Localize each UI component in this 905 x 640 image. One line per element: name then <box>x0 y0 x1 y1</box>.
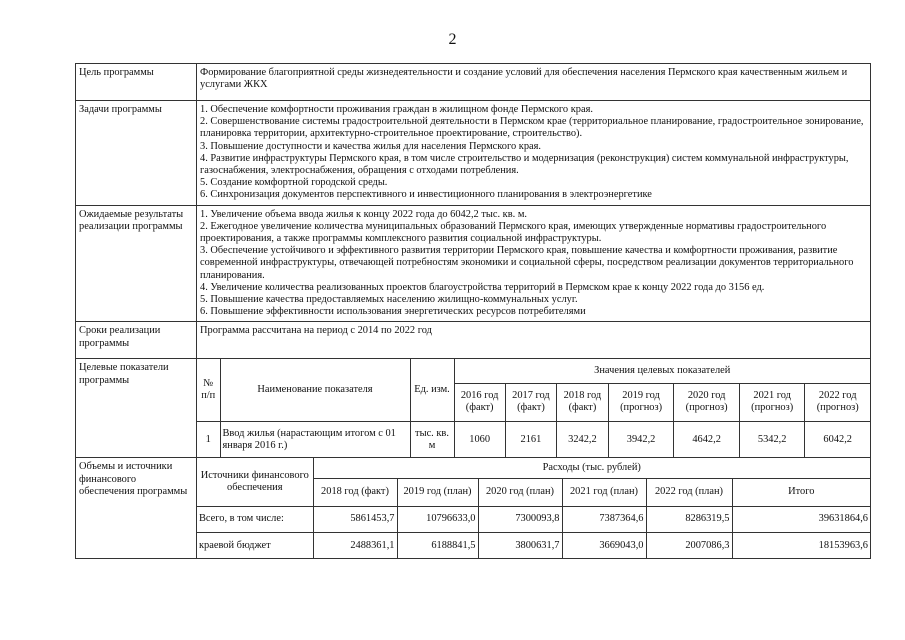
financing-row <box>76 458 871 559</box>
financing-value: 3669043,0 <box>562 532 646 558</box>
year-header: 2016 год (факт) <box>454 383 505 421</box>
terms-label: Сроки реализации программы <box>76 322 197 359</box>
year-header: 2020 год (прогноз) <box>674 383 740 421</box>
year-header: 2022 год (прогноз) <box>805 383 870 421</box>
year-header: 2018 год (факт) <box>557 383 609 421</box>
financing-value: 5861453,7 <box>313 506 397 532</box>
result-item: 2. Ежегодное увеличение количества муниципальных образований Пермского края, имеющих утвержденные нормативы градостроительного проектирования, а также программы комплексного развития социальной инфраструктуры. <box>200 220 827 245</box>
financing-value: 7387364,6 <box>562 506 646 532</box>
financing-value: 2488361,1 <box>313 532 397 558</box>
task-item: 4. Развитие инфраструктуры Пермского края, в том числе строительство и модернизация (реконструкция) систем коммунальной инфраструктуры, газоснабжения, электроснабжения, обращения с отходами потребления. <box>200 152 849 177</box>
indicator-row <box>197 421 870 457</box>
financing-source: краевой бюджет <box>197 532 313 558</box>
tasks-label: Задачи программы <box>76 101 197 206</box>
name-header: Наименование показателя <box>220 359 410 421</box>
fin-year-header: 2022 год (план) <box>646 478 732 506</box>
goal-label: Цель программы <box>76 64 197 101</box>
financing-value: 7300093,8 <box>478 506 562 532</box>
result-item: 6. Повышение эффективности использования энергетических ресурсов потребителями <box>200 306 586 318</box>
indicator-value: 4642,2 <box>674 421 740 457</box>
task-item: 5. Создание комфортной городской среды. <box>200 177 388 189</box>
financing-data-row <box>197 506 870 532</box>
unit-header: Ед. изм. <box>410 359 454 421</box>
year-header: 2021 год (прогноз) <box>739 383 805 421</box>
fin-year-header: 2019 год (план) <box>397 478 478 506</box>
indicator-value: 3242,2 <box>557 421 609 457</box>
indicator-value: 1060 <box>454 421 505 457</box>
indicator-value: 6042,2 <box>805 421 870 457</box>
financing-value: 8286319,5 <box>646 506 732 532</box>
expenses-header: Расходы (тыс. рублей) <box>313 458 870 478</box>
values-header: Значения целевых показателей <box>454 359 870 383</box>
result-item: 5. Повышение качества предоставляемых населению жилищно-коммунальных услуг. <box>200 294 578 306</box>
results-label: Ожидаемые результаты реализации программы <box>76 205 197 322</box>
indicators-row <box>76 359 871 458</box>
task-item: 1. Обеспечение комфортности проживания граждан в жилищном фонде Пермского края. <box>200 104 593 115</box>
task-item: 6. Синхронизация документов перспективного и инвестиционного планирования в электроэнергетике <box>200 189 652 201</box>
financing-value: 39631864,6 <box>732 506 870 532</box>
terms-row <box>76 322 871 359</box>
financing-table <box>197 458 870 558</box>
indicator-value: 3942,2 <box>608 421 674 457</box>
passport-table <box>75 63 871 559</box>
financing-label: Объемы и источники финансового обеспечения программы <box>76 458 197 559</box>
financing-value: 18153963,6 <box>732 532 870 558</box>
fin-year-header: Итого <box>732 478 870 506</box>
indicator-name: Ввод жилья (нарастающим итогом с 01 января 2016 г.) <box>220 421 410 457</box>
source-header: Источники финансового обеспечения <box>197 458 313 506</box>
financing-value: 10796633,0 <box>397 506 478 532</box>
goal-text: Формирование благоприятной среды жизнедеятельности и создание условий для обеспечения населения Пермского края качественным жильем и услугами ЖКХ <box>197 64 871 101</box>
fin-year-header: 2018 год (факт) <box>313 478 397 506</box>
task-item: 3. Повышение доступности и качества жилья для населения Пермского края. <box>200 140 542 152</box>
financing-source: Всего, в том числе: <box>197 506 313 532</box>
terms-text: Программа рассчитана на период с 2014 по 2022 год <box>197 322 871 359</box>
year-header: 2019 год (прогноз) <box>608 383 674 421</box>
indicator-num: 1 <box>197 421 220 457</box>
indicator-value: 5342,2 <box>739 421 805 457</box>
goal-row <box>76 64 871 101</box>
financing-value: 3800631,7 <box>478 532 562 558</box>
financing-value: 2007086,3 <box>646 532 732 558</box>
indicators-label: Целевые показатели программы <box>76 359 197 458</box>
fin-year-header: 2020 год (план) <box>478 478 562 506</box>
task-item: 2. Совершенствование системы градостроительной деятельности в Пермском крае (территориальное планирование, градостроительное зонирование, планировка территории, архитектурно-строительное проектирование, строительство). <box>200 116 864 140</box>
result-item: 3. Обеспечение устойчивого и эффективного развития территории Пермского края, повышение качества и комфортности проживания, развитие современной инфраструктуры, отвечающей потребностям экономики и социальной сферы, посредством реализации документов территориального планирования. <box>200 245 854 281</box>
financing-value: 6188841,5 <box>397 532 478 558</box>
year-header: 2017 год (факт) <box>505 383 556 421</box>
tasks-row <box>76 101 871 206</box>
result-item: 1. Увеличение объема ввода жилья к концу 2022 года до 6042,2 тыс. кв. м. <box>200 208 527 220</box>
num-header: № п/п <box>197 359 220 421</box>
indicator-value: 2161 <box>505 421 556 457</box>
page-number: 2 <box>448 31 457 48</box>
results-row <box>76 205 871 322</box>
result-item: 4. Увеличение количества реализованных проектов благоустройства территорий в Пермском крае к концу 2022 года до 3156 ед. <box>200 281 765 293</box>
fin-year-header: 2021 год (план) <box>562 478 646 506</box>
financing-data-row <box>197 532 870 558</box>
indicator-unit: тыс. кв. м <box>410 421 454 457</box>
indicators-table <box>197 359 870 457</box>
